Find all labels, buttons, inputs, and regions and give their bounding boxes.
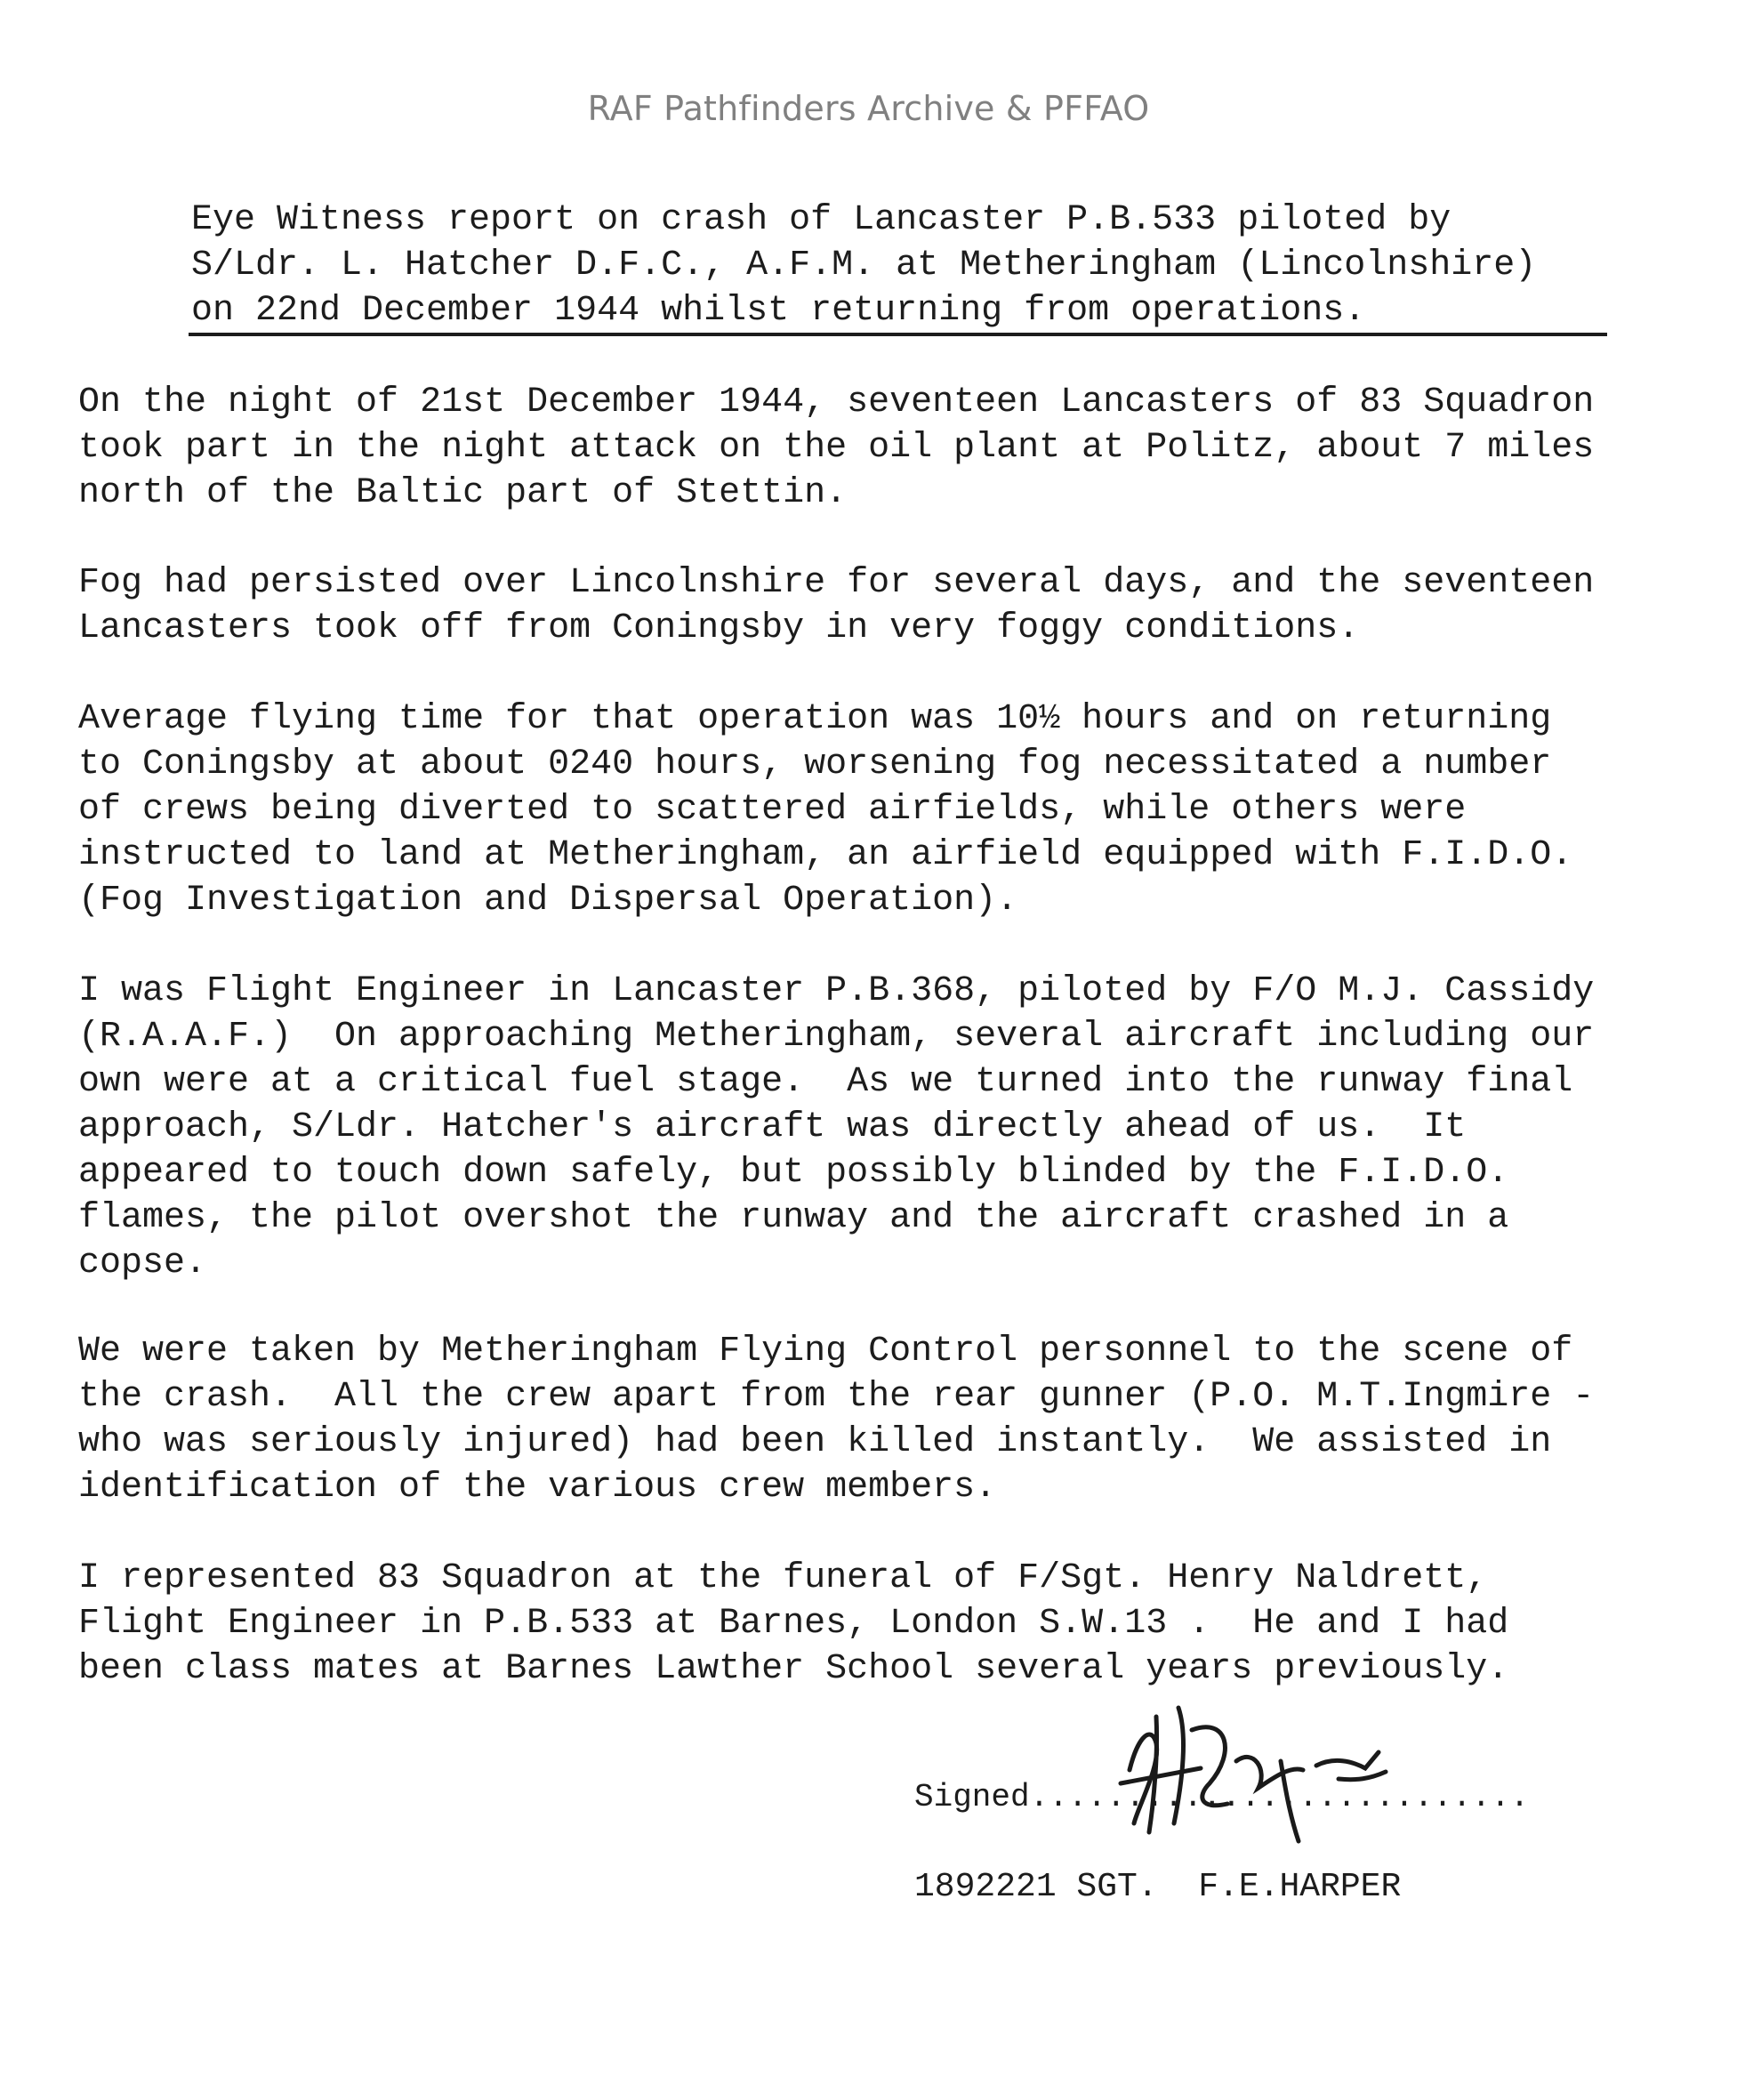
paragraph-crash [78,969,1697,1286]
text-line: Average flying time for that operation was 10½ hours and on returning [78,699,1552,739]
paragraph-raid [78,380,1697,516]
handwritten-signature [1103,1699,1441,1850]
text-line: north of the Baltic part of Stettin. [78,473,848,513]
text-line: been class mates at Barnes Lawther School several years previously. [78,1649,1509,1689]
text-line: (Fog Investigation and Dispersal Operation). [78,881,1018,921]
text-line: We were taken by Metheringham Flying Control personnel to the scene of [78,1332,1573,1372]
text-line: who was seriously injured) had been killed instantly. We assisted in [78,1422,1552,1462]
heading-underline [189,333,1607,336]
text-line: I was Flight Engineer in Lancaster P.B.368, piloted by F/O M.J. Cassidy [78,971,1595,1011]
text-line: of crews being diverted to scattered airfields, while others were [78,790,1467,830]
text-line: identification of the various crew members. [78,1468,997,1508]
heading-line: S/Ldr. L. Hatcher D.F.C., A.F.M. at Metheringham (Lincolnshire) [191,245,1537,286]
paragraph-funeral [78,1556,1697,1692]
text-line: copse. [78,1243,207,1283]
text-line: appeared to touch down safely, but possibly blinded by the F.I.D.O. [78,1153,1509,1193]
text-line: own were at a critical fuel stage. As we turned into the runway final [78,1062,1573,1102]
text-line: (R.A.A.F.) On approaching Metheringham, several aircraft including our [78,1017,1595,1057]
signed-label: Signed.......................... [914,1779,1530,1815]
text-line: Fog had persisted over Lincolnshire for several days, and the seventeen [78,563,1595,603]
text-line: Lancasters took off from Coningsby in very foggy conditions. [78,608,1360,648]
text-line: the crash. All the crew apart from the rear gunner (P.O. M.T.Ingmire - [78,1377,1595,1417]
paragraph-return [78,696,1697,923]
text-line: to Coningsby at about 0240 hours, worsening fog necessitated a number [78,744,1552,784]
heading-line: on 22nd December 1944 whilst returning from operations. [191,291,1366,331]
text-line: instructed to land at Metheringham, an airfield equipped with F.I.D.O. [78,835,1573,875]
text-line: On the night of 21st December 1944, seventeen Lancasters of 83 Squadron [78,382,1595,422]
text-line: I represented 83 Squadron at the funeral of F/Sgt. Henry Naldrett, [78,1558,1488,1598]
text-line: flames, the pilot overshot the runway and the aircraft crashed in a [78,1198,1509,1238]
text-line: approach, S/Ldr. Hatcher's aircraft was directly ahead of us. It [78,1107,1467,1147]
paragraph-scene [78,1329,1697,1510]
text-line: took part in the night attack on the oil plant at Politz, about 7 miles [78,428,1595,468]
report-heading [191,197,1614,334]
paragraph-fog [78,560,1697,651]
heading-line: Eye Witness report on crash of Lancaster P.B.533 piloted by [191,200,1452,240]
signer-name: 1892221 SGT. F.E.HARPER [914,1868,1402,1906]
text-line: Flight Engineer in P.B.533 at Barnes, London S.W.13 . He and I had [78,1604,1509,1644]
archive-watermark: RAF Pathfinders Archive & PFFAO [587,89,1150,128]
